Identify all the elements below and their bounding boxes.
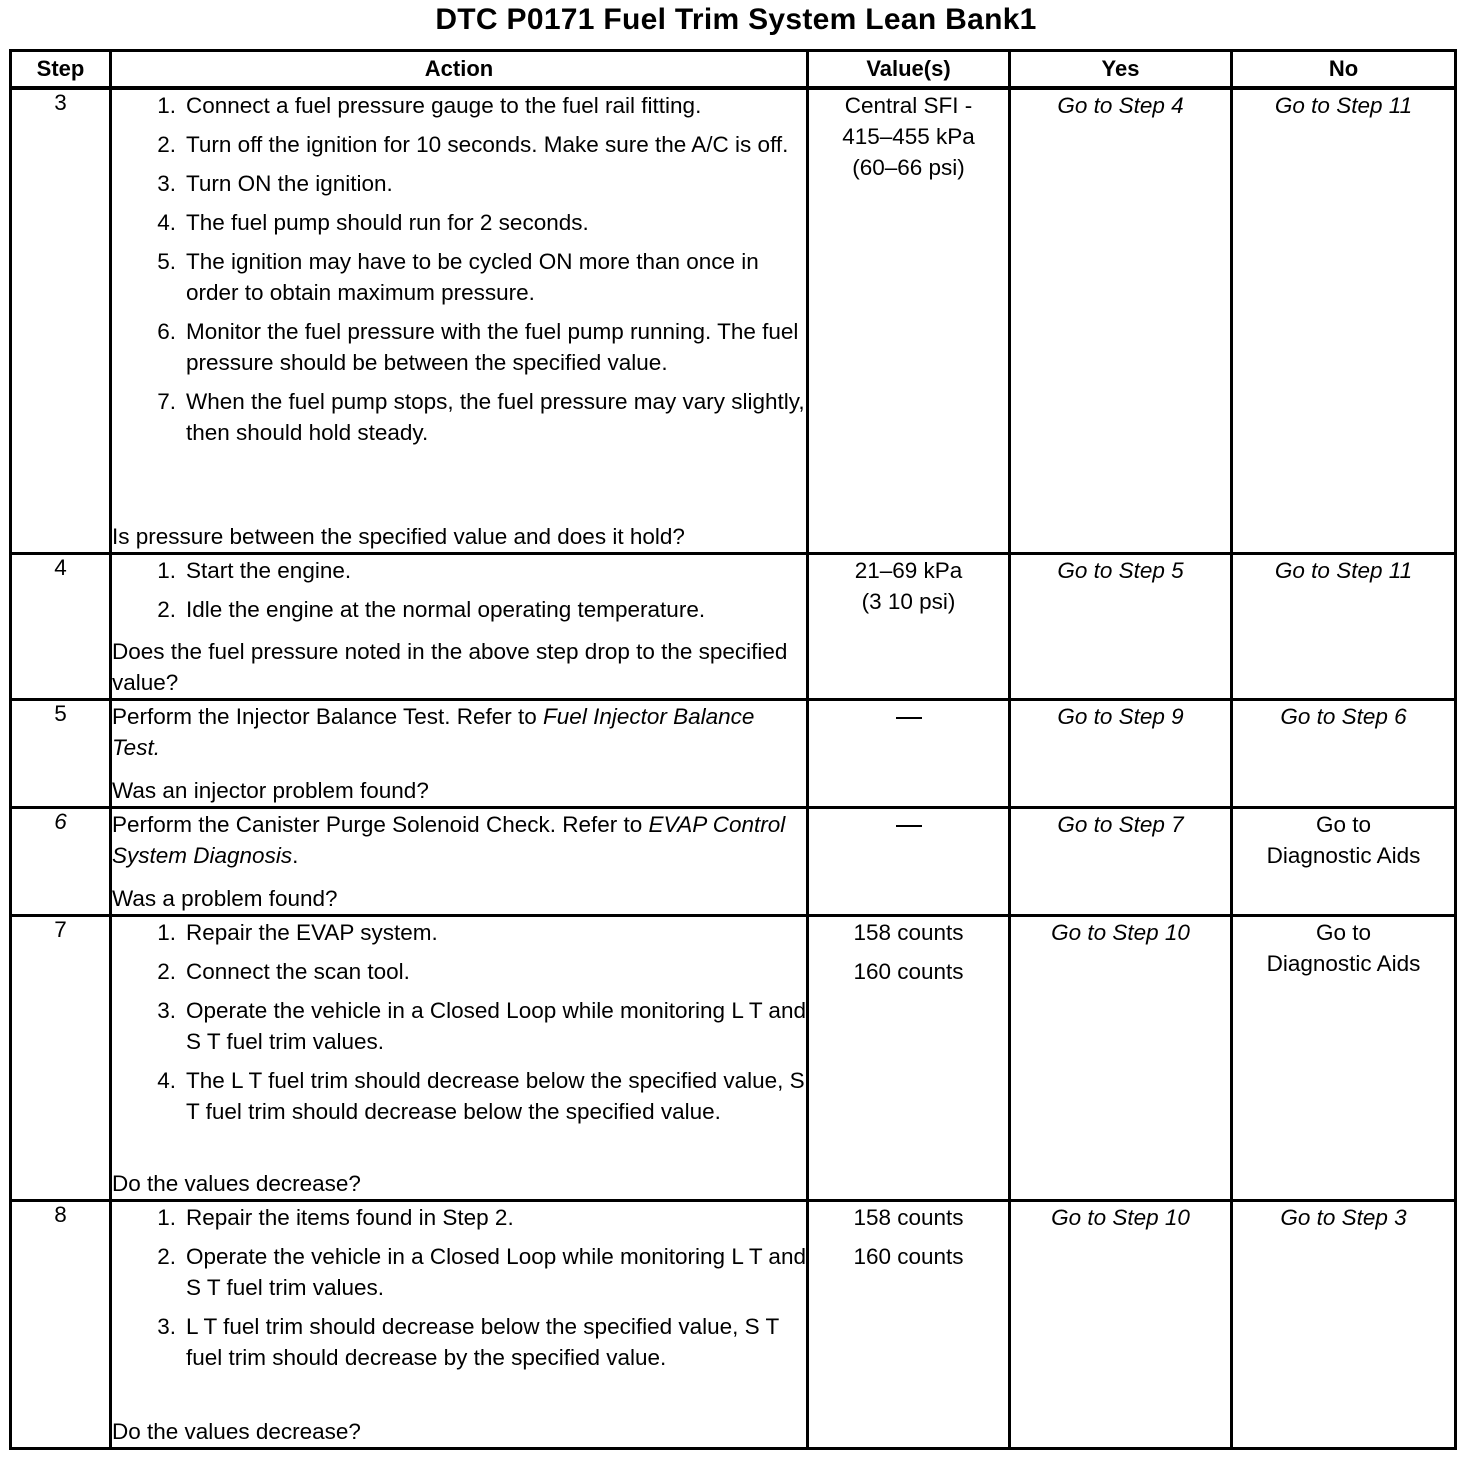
table-row-step-7 — [11, 916, 1456, 1201]
question-text: Does the fuel pressure noted in the above step drop to the specified value? — [112, 639, 788, 695]
action-list — [112, 917, 806, 1130]
value-cell — [808, 916, 1010, 1201]
table-row-step-4 — [11, 554, 1456, 700]
no-cell: Go to Step 11 — [1232, 88, 1456, 554]
no-cell: Go to Diagnostic Aids — [1232, 916, 1456, 1201]
list-item: 3. Turn ON the ignition. — [157, 171, 393, 196]
table-row-step-6 — [11, 808, 1456, 916]
yes-cell: Go to Step 7 — [1010, 808, 1232, 916]
list-item: 1. Repair the items found in Step 2. — [157, 1205, 514, 1230]
value-line: 158 counts — [853, 920, 964, 945]
question-text: Do the values decrease? — [112, 1419, 361, 1444]
list-item: 2. Operate the vehicle in a Closed Loop while monitoring L T and S T fuel trim values. — [157, 1244, 806, 1300]
header-action: Action — [111, 51, 808, 89]
action-text: Perform the Canister Purge Solenoid Check. Refer to EVAP Control System Diagnosis. — [112, 812, 786, 868]
yes-cell: Go to Step 10 — [1010, 1201, 1232, 1449]
no-cell: Go to Diagnostic Aids — [1232, 808, 1456, 916]
list-item: 2. Connect the scan tool. — [157, 959, 410, 984]
table-row-step-5 — [11, 700, 1456, 808]
value-cell — [808, 808, 1010, 916]
list-item: 4. The L T fuel trim should decrease below the specified value, S T fuel trim should decrease below the specified value. — [157, 1068, 805, 1124]
action-text: Perform the Injector Balance Test. Refer to Fuel Injector Balance Test. — [112, 704, 755, 760]
list-item: 1. Start the engine. — [157, 558, 352, 583]
no-cell: Go to Step 3 — [1232, 1201, 1456, 1449]
no-cell: Go to Step 11 — [1232, 554, 1456, 700]
step-number: 6 — [11, 808, 111, 916]
value-cell — [808, 88, 1010, 554]
value-line: (3 10 psi) — [861, 589, 956, 614]
action-cell — [111, 554, 808, 700]
value-line: 415–455 kPa — [842, 124, 975, 149]
action-cell — [111, 700, 808, 808]
list-item: 4. The fuel pump should run for 2 seconds. — [157, 210, 589, 235]
list-item: 3. Operate the vehicle in a Closed Loop while monitoring L T and S T fuel trim values. — [157, 998, 806, 1054]
list-item: 6. Monitor the fuel pressure with the fuel pump running. The fuel pressure should be between the specified value. — [157, 319, 799, 375]
value-line: Central SFI - — [844, 93, 973, 118]
list-item: 2. Turn off the ignition for 10 seconds. Make sure the A/C is off. — [157, 132, 789, 157]
empty-value-dash — [896, 717, 922, 719]
value-cell — [808, 1201, 1010, 1449]
list-item: 3. L T fuel trim should decrease below the specified value, S T fuel trim should decrease by the specified value. — [157, 1314, 779, 1370]
value-line: (60–66 psi) — [852, 155, 965, 180]
yes-cell: Go to Step 10 — [1010, 916, 1232, 1201]
step-number: 4 — [11, 554, 111, 700]
header-step: Step — [11, 51, 111, 89]
no-cell: Go to Step 6 — [1232, 700, 1456, 808]
step-number: 7 — [11, 916, 111, 1201]
step-number: 5 — [11, 700, 111, 808]
value-cell — [808, 554, 1010, 700]
empty-value-dash — [896, 825, 922, 827]
diagnostic-table — [9, 49, 1457, 1450]
reference-link-text: Fuel Injector Balance Test. — [112, 704, 755, 760]
step-number: 3 — [11, 88, 111, 554]
action-list — [112, 1202, 806, 1376]
yes-cell: Go to Step 9 — [1010, 700, 1232, 808]
list-item: 5. The ignition may have to be cycled ON more than once in order to obtain maximum pressure. — [157, 249, 759, 305]
header-yes: Yes — [1010, 51, 1232, 89]
value-line: 21–69 kPa — [854, 558, 963, 583]
value-line: 158 counts — [853, 1205, 964, 1230]
table-row-step-8 — [11, 1201, 1456, 1449]
table-row-step-3 — [11, 88, 1456, 554]
value-cell — [808, 700, 1010, 808]
page-title: DTC P0171 Fuel Trim System Lean Bank1 — [435, 3, 1037, 36]
yes-cell: Go to Step 5 — [1010, 554, 1232, 700]
yes-cell: Go to Step 4 — [1010, 88, 1232, 554]
header-row — [11, 51, 1456, 89]
list-item: 2. Idle the engine at the normal operating temperature. — [157, 597, 706, 622]
action-cell — [111, 808, 808, 916]
action-cell — [111, 88, 808, 554]
header-no: No — [1232, 51, 1456, 89]
list-item: 1. Repair the EVAP system. — [157, 920, 438, 945]
list-item: 7. When the fuel pump stops, the fuel pressure may vary slightly, then should hold steady. — [157, 389, 805, 445]
value-line: 160 counts — [853, 959, 964, 984]
value-line: 160 counts — [853, 1244, 964, 1269]
reference-link-text: EVAP Control System Diagnosis — [112, 812, 786, 868]
list-item: 1. Connect a fuel pressure gauge to the fuel rail fitting. — [157, 93, 702, 118]
header-values: Value(s) — [808, 51, 1010, 89]
question-text: Was an injector problem found? — [112, 778, 429, 803]
action-cell — [111, 916, 808, 1201]
action-cell — [111, 1201, 808, 1449]
action-list — [112, 90, 806, 456]
step-number: 8 — [11, 1201, 111, 1449]
question-text: Was a problem found? — [112, 886, 338, 911]
action-list — [112, 555, 806, 628]
question-text: Do the values decrease? — [112, 1171, 361, 1196]
question-text: Is pressure between the specified value and does it hold? — [112, 524, 685, 549]
